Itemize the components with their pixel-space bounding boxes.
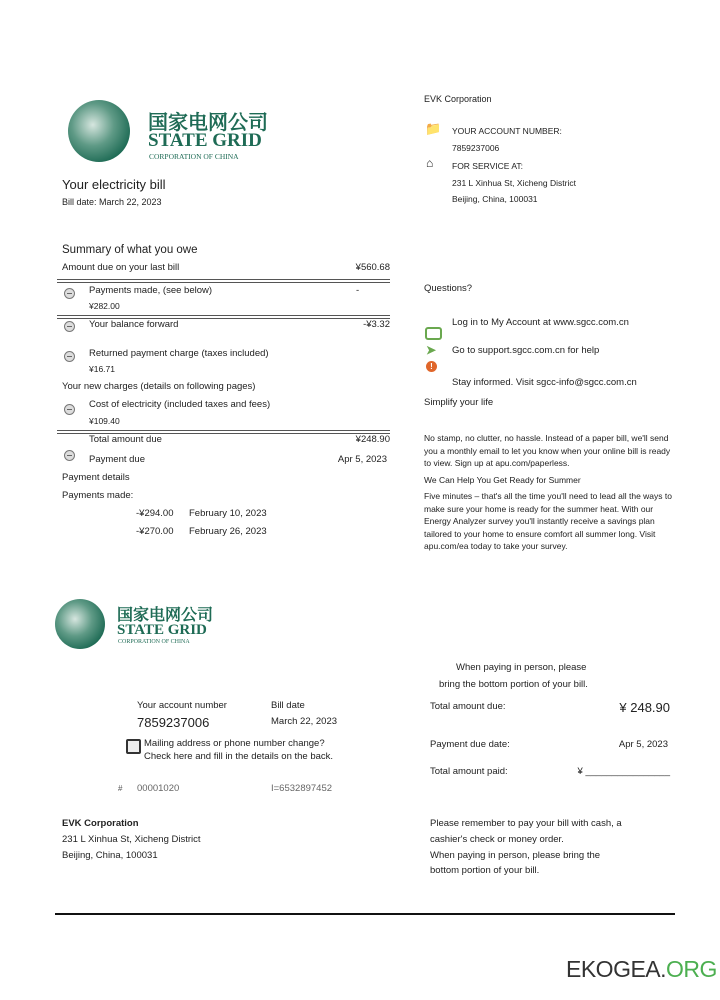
cursor-icon: ➤ bbox=[426, 343, 437, 357]
due-label: Payment due bbox=[89, 454, 145, 465]
last-bill-value: ¥560.68 bbox=[355, 262, 390, 273]
house-icon: ⌂ bbox=[426, 156, 434, 170]
bring-line-2: bring the bottom portion of your bill. bbox=[439, 679, 588, 690]
watermark-left: EKOGEA. bbox=[566, 956, 667, 982]
folder-icon: 📁 bbox=[425, 121, 442, 136]
minus-circle-icon bbox=[64, 288, 75, 299]
bottom-rule bbox=[55, 913, 675, 915]
login-link[interactable]: Log in to My Account at www.sgcc.com.cn bbox=[452, 317, 629, 328]
watermark-right: ORG bbox=[666, 956, 717, 982]
new-charges-label: Your new charges (details on following pages) bbox=[62, 381, 256, 392]
returned-value: ¥16.71 bbox=[89, 364, 115, 374]
stub-paid-label: Total amount paid: bbox=[430, 766, 508, 777]
service-label: FOR SERVICE AT: bbox=[452, 161, 524, 171]
change-line-2: Check here and fill in the details on the back. bbox=[144, 751, 334, 762]
returned-label: Returned payment charge (taxes included) bbox=[89, 348, 269, 359]
details-label: Payment details bbox=[62, 472, 130, 483]
balance-label: Your balance forward bbox=[89, 319, 179, 330]
cost-label: Cost of electricity (included taxes and fees) bbox=[89, 399, 271, 410]
code-2: I=6532897452 bbox=[271, 783, 333, 794]
stub-account-number: 7859237006 bbox=[137, 715, 210, 730]
watermark bbox=[566, 956, 717, 983]
service-address-1: 231 L Xinhua St, Xicheng District bbox=[452, 178, 576, 188]
bill-title: Your electricity bill bbox=[62, 177, 166, 192]
code-mark: # bbox=[118, 784, 123, 793]
logo-sub: CORPORATION OF CHINA bbox=[118, 639, 190, 645]
minus-circle-icon bbox=[64, 321, 75, 332]
stub-address-1: 231 L Xinhua St, Xicheng District bbox=[62, 834, 201, 845]
payments-dash: - bbox=[356, 285, 360, 296]
service-address-2: Beijing, China, 100031 bbox=[452, 194, 538, 204]
summary-title: Summary of what you owe bbox=[62, 244, 198, 256]
informed-link[interactable]: Stay informed. Visit sgcc-info@sgcc.com.cn bbox=[452, 377, 637, 388]
address-change-checkbox[interactable] bbox=[126, 739, 141, 754]
plus-circle-icon bbox=[64, 404, 75, 415]
simplify-title: Simplify your life bbox=[424, 397, 494, 408]
paperless-text: No stamp, no clutter, no hassle. Instead of a paper bill, we'll send you a monthly email to let you know when your online bill is ready to view. Sign up at apu.com/paperless. bbox=[424, 433, 671, 468]
change-line-1: Mailing address or phone number change? bbox=[144, 738, 325, 749]
stub-paid-field[interactable]: ¥ ________________ bbox=[577, 766, 670, 777]
logo-chinese: 国家电网公司 bbox=[117, 607, 214, 624]
stub-total-label: Total amount due: bbox=[430, 701, 506, 712]
payment-amount: -¥270.00 bbox=[136, 526, 174, 537]
remember-line-2: cashier's check or money order. bbox=[430, 834, 564, 845]
bring-line-1: When paying in person, please bbox=[456, 662, 587, 673]
logo-chinese: 国家电网公司 bbox=[148, 112, 268, 134]
globe-icon bbox=[55, 599, 105, 649]
cost-value: ¥109.40 bbox=[89, 416, 120, 426]
logo-sub: CORPORATION OF CHINA bbox=[149, 152, 239, 161]
made-label: Payments made: bbox=[62, 490, 134, 501]
plus-circle-icon bbox=[64, 351, 75, 362]
stub-date-value: March 22, 2023 bbox=[271, 716, 338, 727]
stub-due-value: Apr 5, 2023 bbox=[618, 739, 668, 750]
questions-title: Questions? bbox=[424, 283, 473, 294]
payment-amount: -¥294.00 bbox=[136, 508, 174, 519]
payments-label: Payments made, (see below) bbox=[89, 285, 213, 296]
alert-icon: ! bbox=[426, 361, 437, 372]
stub-address-2: Beijing, China, 100031 bbox=[62, 850, 158, 861]
support-link[interactable]: Go to support.sgcc.com.cn for help bbox=[452, 345, 600, 356]
logo-name: STATE GRID bbox=[148, 130, 262, 151]
remember-line-4: bottom portion of your bill. bbox=[430, 865, 540, 876]
last-bill-label: Amount due on your last bill bbox=[62, 262, 180, 273]
stub-account-label: Your account number bbox=[137, 700, 227, 711]
remember-line-3: When paying in person, please bring the bbox=[430, 850, 601, 861]
summer-title: We Can Help You Get Ready for Summer bbox=[424, 475, 581, 485]
globe-icon bbox=[68, 100, 130, 162]
stub-due-label: Payment due date: bbox=[430, 739, 510, 750]
stub-company: EVK Corporation bbox=[62, 818, 139, 829]
account-label: YOUR ACCOUNT NUMBER: bbox=[452, 126, 562, 136]
remember-line-1: Please remember to pay your bill with cash, a bbox=[430, 818, 622, 829]
bill-date: Bill date: March 22, 2023 bbox=[62, 197, 162, 207]
payment-date: February 10, 2023 bbox=[189, 508, 267, 519]
account-number: 7859237006 bbox=[452, 143, 500, 153]
divider bbox=[57, 279, 390, 283]
balance-value: -¥3.32 bbox=[363, 319, 390, 330]
payments-value: ¥282.00 bbox=[89, 301, 120, 311]
company-name: EVK Corporation bbox=[424, 94, 492, 104]
payment-date: February 26, 2023 bbox=[189, 526, 267, 537]
due-value: Apr 5, 2023 bbox=[337, 454, 387, 465]
stub-total-value: ¥ 248.90 bbox=[619, 700, 670, 715]
chat-icon bbox=[425, 327, 442, 340]
total-value: ¥248.90 bbox=[355, 434, 390, 445]
stub-date-label: Bill date bbox=[271, 700, 305, 711]
minus-circle-icon bbox=[64, 450, 75, 461]
logo-name: STATE GRID bbox=[117, 622, 207, 638]
total-label: Total amount due bbox=[89, 434, 162, 445]
code-1: 00001020 bbox=[137, 783, 180, 794]
summer-text: Five minutes – that's all the time you'll need to lead all the ways to make sure your home is ready for the summer heat. With our Energy Analyzer survey you'll instantly receive a savings plan tailored to your home to ensure comfort all summer long. Visit apu.com/ea today to take your survey. bbox=[424, 491, 672, 551]
